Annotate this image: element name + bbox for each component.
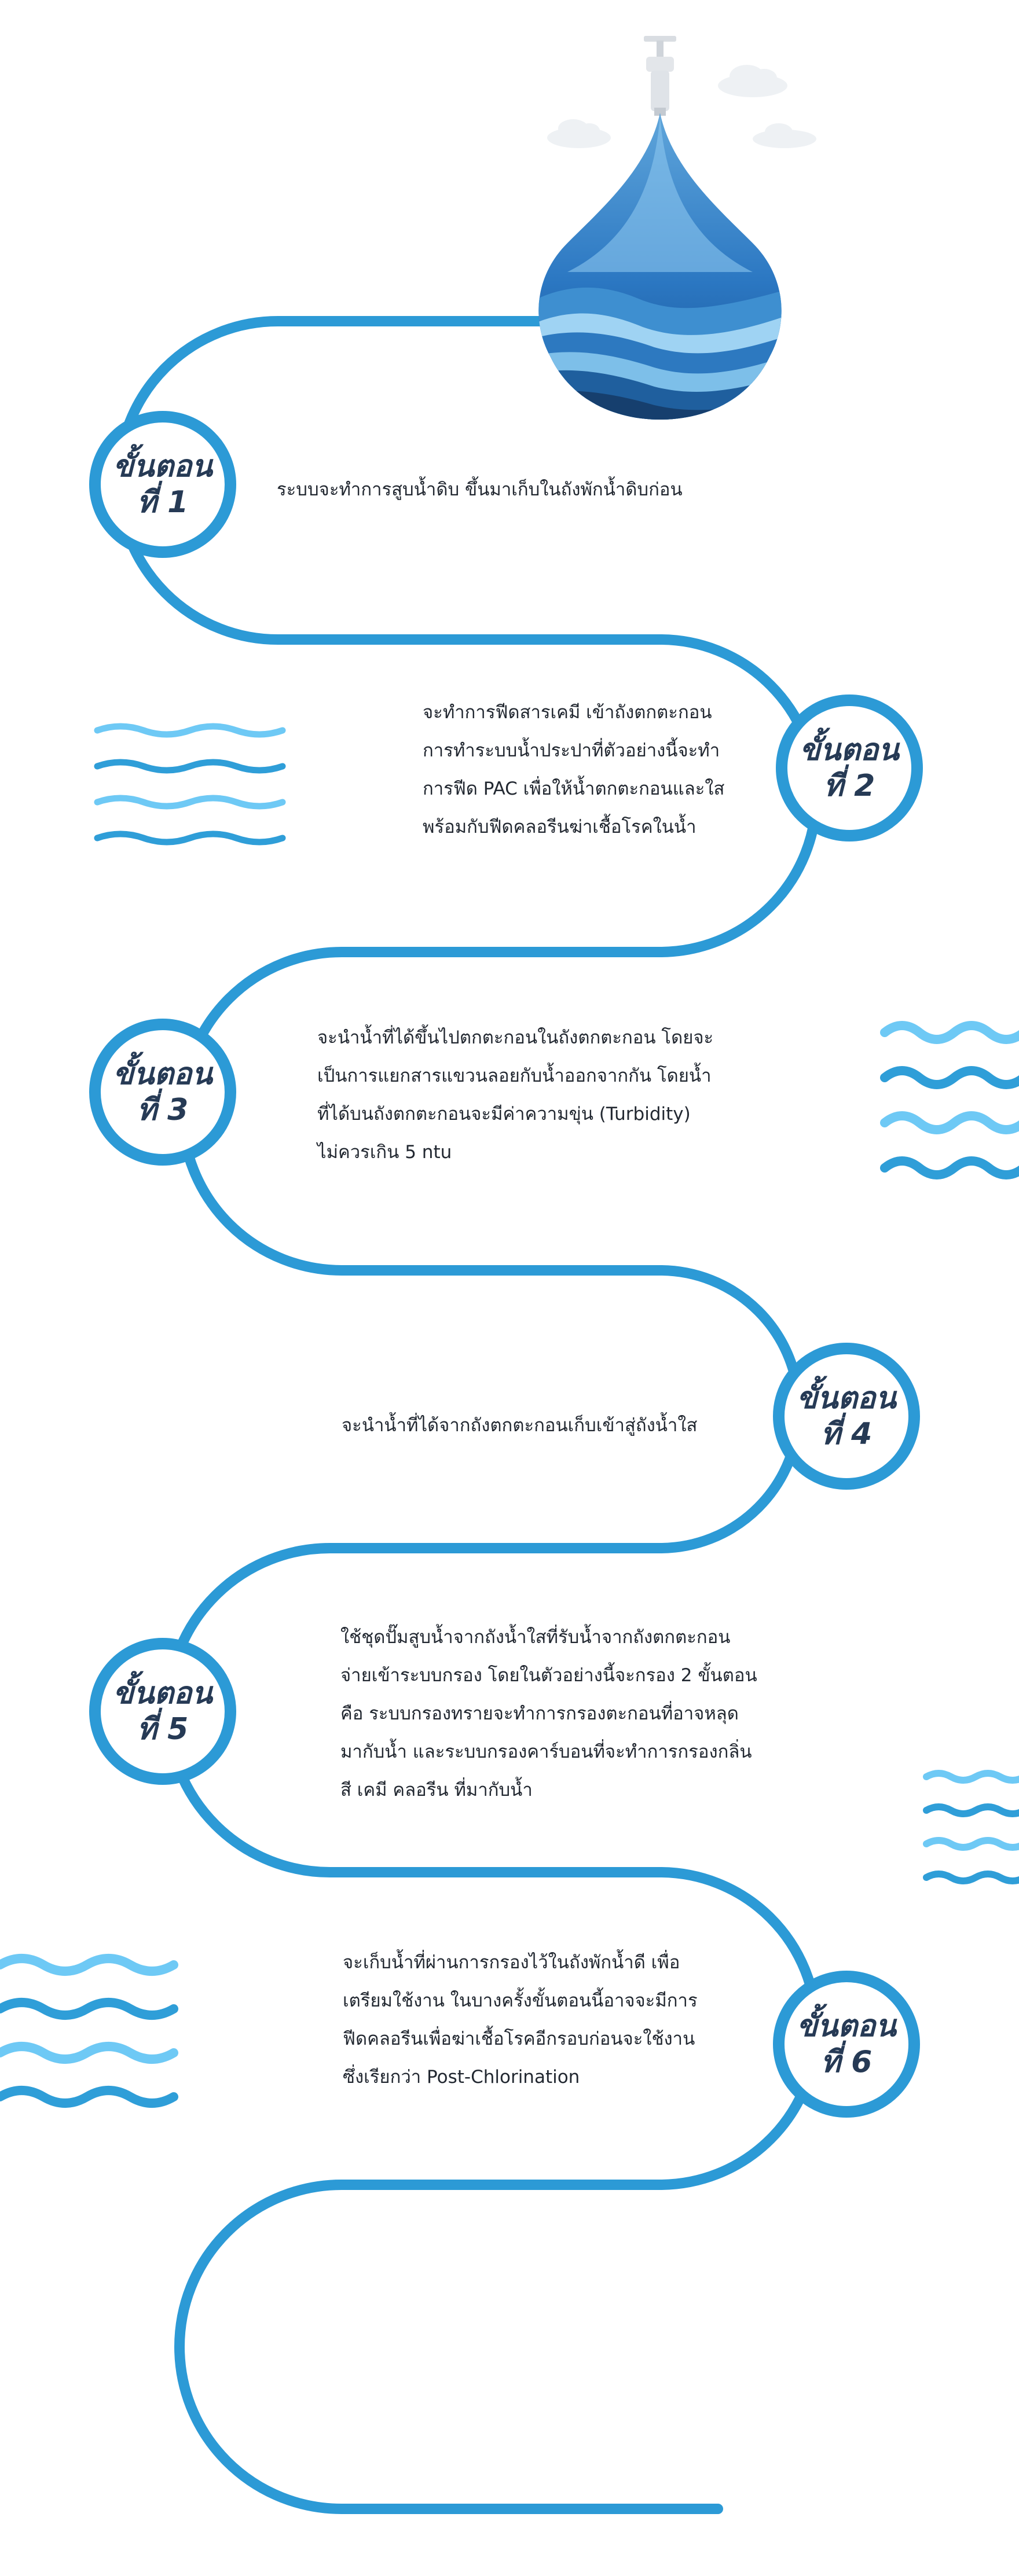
step-number: ที่ 2 (823, 769, 875, 803)
step-title: ขั้นตอน (113, 1056, 212, 1092)
description-line: การฟีด PAC เพื่อให้น้ำตกตะกอนและใส (423, 778, 725, 799)
wave-line (0, 1958, 174, 1971)
step-title: ขั้นตอน (797, 2008, 896, 2044)
description-line: พร้อมกับฟีดคลอรีนฆ่าเชื้อโรคในน้ำ (423, 817, 697, 837)
wave-line (926, 1773, 1019, 1780)
description-line: ระบบจะทำการสูบน้ำดิบ ขึ้นมาเก็บในถังพักน้ำดิบก่อน (277, 479, 683, 500)
step-number: ที่ 3 (137, 1093, 189, 1127)
water-drop-icon (521, 104, 799, 428)
description-line: ไม่ควรเกิน 5 ntu (317, 1142, 452, 1163)
wave-line (926, 1874, 1019, 1881)
wave-line (97, 762, 283, 770)
wave-line (97, 834, 283, 842)
description-line: คือ ระบบกรองทรายจะทำการกรองตะกอนที่อาจหลุด (340, 1703, 739, 1724)
description-line: จ่ายเข้าระบบกรอง โดยในตัวอย่างนี้จะกรอง 2 ขั้นตอน (340, 1665, 757, 1686)
step-6-description (343, 1943, 698, 2096)
description-line: การทำระบบน้ำประปาที่ตัวอย่างนี้จะทำ (423, 740, 720, 761)
step-3-circle (89, 1019, 236, 1166)
description-line: สี เคมี คลอรีน ที่มากับน้ำ (340, 1780, 533, 1800)
step-number: ที่ 5 (137, 1712, 189, 1747)
faucet-icon (644, 36, 676, 116)
wave-line (926, 1807, 1019, 1814)
wave-line (926, 1840, 1019, 1847)
wave-line (97, 726, 283, 734)
step-1-description (277, 471, 683, 509)
description-line: ที่ได้บนถังตกตะกอนจะมีค่าความขุ่น (Turbidity) (317, 1104, 691, 1125)
step-1-circle (89, 411, 236, 558)
step-title: ขั้นตอน (113, 1675, 212, 1711)
step-number: ที่ 1 (137, 485, 189, 520)
cloud-icon (753, 123, 816, 148)
wave-line (885, 1071, 1019, 1085)
step-4-description (342, 1406, 697, 1445)
cloud-icon (547, 119, 611, 148)
cloud-icon (718, 65, 787, 97)
description-line: จะเก็บน้ำที่ผ่านการกรองไว้ในถังพักน้ำดี เพื่อ (343, 1952, 680, 1973)
step-2-circle (776, 694, 923, 841)
wave-line (885, 1116, 1019, 1130)
step-5-circle (89, 1638, 236, 1785)
step-number: ที่ 4 (820, 1417, 873, 1451)
step-2-description (423, 693, 724, 846)
step-title: ขั้นตอน (800, 732, 899, 767)
wave-line (885, 1026, 1019, 1039)
description-line: จะทำการฟีดสารเคมี เข้าถังตกตะกอน (423, 702, 712, 723)
wave-line (0, 2002, 174, 2015)
wave-line (885, 1161, 1019, 1175)
description-line: จะนำน้ำที่ได้ขึ้นไปตกตะกอนในถังตกตะกอน โดยจะ (317, 1027, 714, 1048)
step-4-circle (773, 1343, 920, 1490)
wave-line (0, 2046, 174, 2059)
description-line: ซึ่งเรียกว่า Post-Chlorination (343, 2067, 580, 2088)
step-number: ที่ 6 (820, 2045, 873, 2079)
wave-line (0, 2090, 174, 2103)
description-line: ฟีดคลอรีนเพื่อฆ่าเชื้อโรคอีกรอบก่อนจะใช้งาน (343, 2029, 695, 2049)
step-5-description (340, 1618, 757, 1809)
description-line: ใช้ชุดปั๊มสูบน้ำจากถังน้ำใสที่รับน้ำจากถังตกตะกอน (340, 1627, 731, 1648)
step-title: ขั้นตอน (113, 449, 212, 484)
description-line: จะนำน้ำที่ได้จากถังตกตะกอนเก็บเข้าสู่ถังน้ำใส (342, 1415, 698, 1436)
step-3-description (317, 1019, 713, 1171)
step-6-circle (773, 1971, 920, 2118)
description-line: มากับน้ำ และระบบกรองคาร์บอนที่จะทำการกรองกลิ่น (340, 1741, 752, 1762)
step-title: ขั้นตอน (797, 1380, 896, 1416)
description-line: เตรียมใช้งาน ในบางครั้งขั้นตอนนี้อาจจะมีการ (343, 1990, 698, 2011)
wave-line (97, 798, 283, 806)
description-line: เป็นการแยกสารแขวนลอยกับน้ำออกจากกัน โดยน้ำ (317, 1065, 712, 1086)
